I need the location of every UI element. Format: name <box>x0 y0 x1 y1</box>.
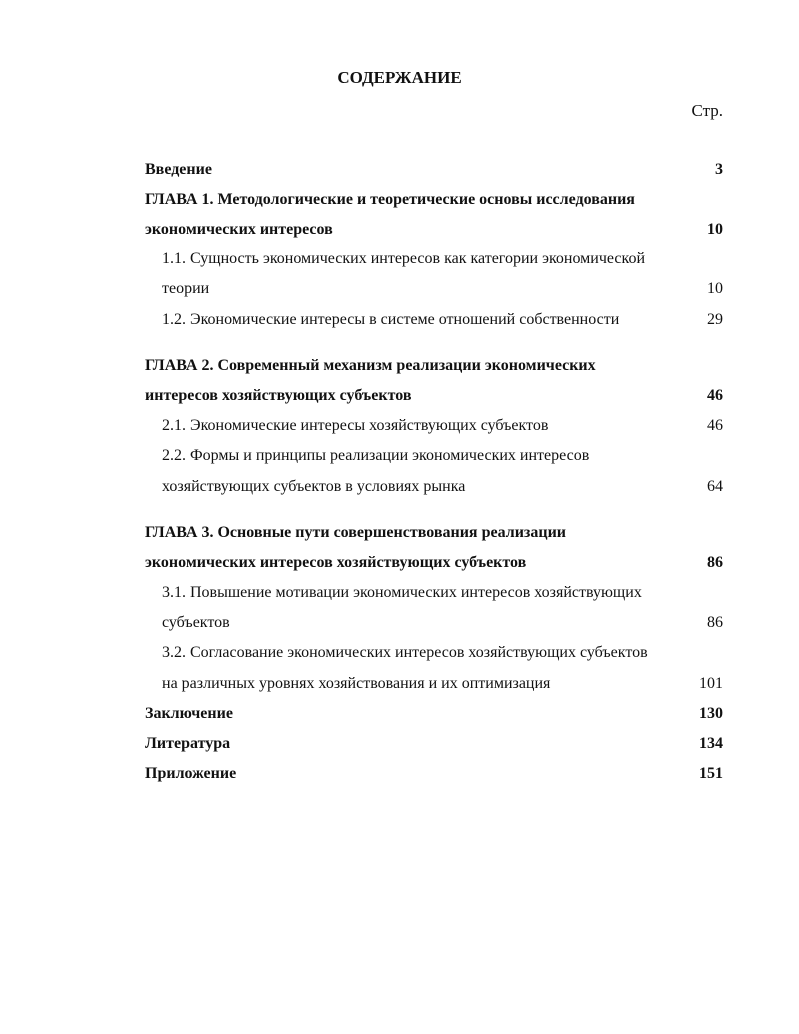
toc-entry-text: Литература <box>145 735 231 752</box>
toc-page-number: 86 <box>707 614 723 631</box>
toc-entry-text: Приложение <box>145 765 237 782</box>
toc-page-number: 134 <box>699 735 723 752</box>
toc-entry-text: ГЛАВА 3. Основные пути совершенствования реализации <box>145 524 566 541</box>
toc-page-number: 46 <box>707 387 723 404</box>
toc-title: СОДЕРЖАНИЕ <box>337 68 462 87</box>
toc-entry-text: 1.2. Экономические интересы в системе отношений собственности <box>162 311 620 328</box>
toc-entry-text: 1.1. Сущность экономических интересов как категории экономической <box>162 250 646 267</box>
toc-entry-text: субъектов <box>162 614 230 631</box>
toc-page-number: 3 <box>715 161 723 178</box>
toc-entry-text: теории <box>162 280 210 297</box>
toc-page-number: 46 <box>707 417 723 434</box>
toc-entry-text: 2.2. Формы и принципы реализации экономических интересов <box>162 447 590 464</box>
toc-page-number: 101 <box>699 675 723 692</box>
toc-entry-text: на различных уровнях хозяйствования и их оптимизация <box>162 675 551 692</box>
toc-page-number: 10 <box>707 221 723 238</box>
toc-entry-text: 3.2. Согласование экономических интересов хозяйствующих субъектов <box>162 644 648 661</box>
toc-page-number: 64 <box>707 478 723 495</box>
toc-entry-text: 2.1. Экономические интересы хозяйствующих субъектов <box>162 417 549 434</box>
toc-entry-text: ГЛАВА 2. Современный механизм реализации экономических <box>145 357 596 374</box>
toc-entry-text: ГЛАВА 1. Методологические и теоретические основы исследования <box>145 191 635 208</box>
toc-page-number: 29 <box>707 311 723 328</box>
toc-page-number: 151 <box>699 765 723 782</box>
toc-entry-text: интересов хозяйствующих субъектов <box>145 387 412 404</box>
toc-page-number: 130 <box>699 705 723 722</box>
toc-page-number: 86 <box>707 554 723 571</box>
toc-page-number: 10 <box>707 280 723 297</box>
toc-entry-text: Заключение <box>145 705 233 722</box>
toc-entry-text: Введение <box>145 161 212 178</box>
page-column-label: Стр. <box>691 101 723 120</box>
toc-entry-text: хозяйствующих субъектов в условиях рынка <box>162 478 466 495</box>
toc-entry-text: экономических интересов <box>145 221 333 238</box>
toc-entry-text: экономических интересов хозяйствующих субъектов <box>145 554 527 571</box>
toc-entry-text: 3.1. Повышение мотивации экономических интересов хозяйствующих <box>162 584 642 601</box>
